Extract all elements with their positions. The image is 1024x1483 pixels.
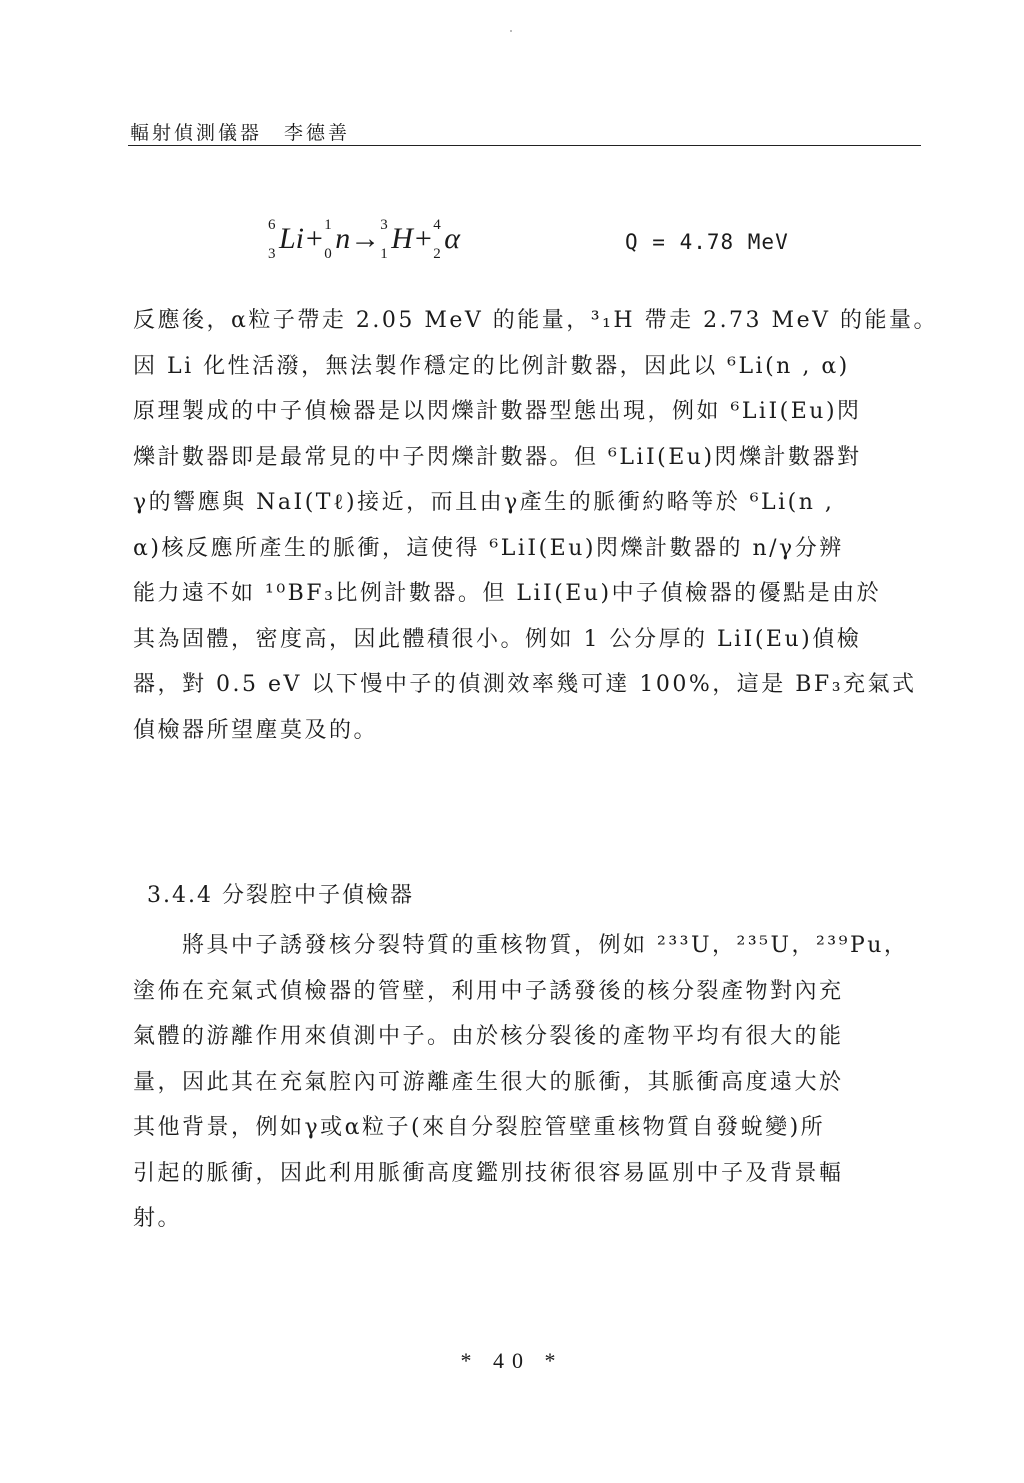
text-line: 其他背景，例如γ或α粒子(來自分裂腔管壁重核物質自發蛻變)所 bbox=[133, 1115, 826, 1140]
text-line: 反應後，α粒子帶走 2.05 MeV 的能量，³₁H 帶走 2.73 MeV 的能量。 bbox=[133, 308, 938, 333]
paragraph-lii-detector bbox=[133, 298, 938, 753]
header-divider bbox=[128, 145, 921, 146]
header-title: 輻射偵測儀器 bbox=[130, 122, 263, 144]
isotope-neutron: 1 0 n bbox=[324, 217, 351, 262]
scan-speck bbox=[510, 30, 512, 32]
text-line: 將具中子誘發核分裂特質的重核物質，例如 ²³³U，²³⁵U，²³⁹Pu， bbox=[133, 933, 909, 958]
plus-operator: + bbox=[412, 222, 434, 255]
text-line: α)核反應所產生的脈衝，這使得 ⁶LiI(Eu)閃爍計數器的 n/γ分辨 bbox=[133, 535, 844, 561]
paragraph-fission-chamber bbox=[133, 923, 923, 1242]
text-line: 原理製成的中子偵檢器是以閃爍計數器型態出現，例如 ⁶LiI(Eu)閃 bbox=[133, 399, 862, 424]
isotope-alpha: 4 2 α bbox=[433, 217, 460, 262]
text-line: 器，對 0.5 eV 以下慢中子的偵測效率幾可達 100%，這是 BF₃充氣式 bbox=[133, 672, 917, 697]
text-line: 爍計數器即是最常見的中子閃爍計數器。但 ⁶LiI(Eu)閃爍計數器對 bbox=[133, 444, 862, 470]
running-header bbox=[130, 118, 350, 145]
isotope-li6: 6 3 Li bbox=[268, 217, 305, 262]
text-line: 射。 bbox=[133, 1206, 183, 1231]
text-line: γ的響應與 NaI(Tℓ)接近，而且由γ產生的脈衝約略等於 ⁶Li(n , bbox=[133, 490, 835, 515]
nuclear-reaction-equation bbox=[268, 217, 460, 272]
text-line: 引起的脈衝，因此利用脈衝高度鑑別技術很容易區別中子及背景輻 bbox=[133, 1160, 844, 1186]
text-line: 因 Li 化性活潑，無法製作穩定的比例計數器，因此以 ⁶Li(n , α) bbox=[133, 353, 850, 379]
section-heading: 3.4.4 分裂腔中子偵檢器 bbox=[147, 883, 414, 908]
text-line: 氣體的游離作用來偵測中子。由於核分裂後的產物平均有很大的能 bbox=[133, 1024, 844, 1049]
text-line: 量，因此其在充氣腔內可游離產生很大的脈衝，其脈衝高度遠大於 bbox=[133, 1069, 844, 1095]
text-line: 塗佈在充氣式偵檢器的管壁，利用中子誘發後的核分裂產物對內充 bbox=[133, 978, 844, 1004]
arrow-operator: → bbox=[350, 222, 381, 255]
plus-operator: + bbox=[304, 222, 325, 255]
page-number: * 40 * bbox=[460, 1348, 564, 1373]
text-line: 其為固體，密度高，因此體積很小。例如 1 公分厚的 LiI(Eu)偵檢 bbox=[133, 626, 862, 652]
q-value: Q = 4.78 MeV bbox=[625, 230, 789, 254]
text-line: 偵檢器所望塵莫及的。 bbox=[133, 717, 379, 743]
isotope-h3: 3 1 H bbox=[380, 217, 413, 262]
header-author: 李德善 bbox=[284, 122, 351, 144]
text-line: 能力遠不如 ¹⁰BF₃比例計數器。但 LiI(Eu)中子偵檢器的優點是由於 bbox=[133, 581, 882, 606]
